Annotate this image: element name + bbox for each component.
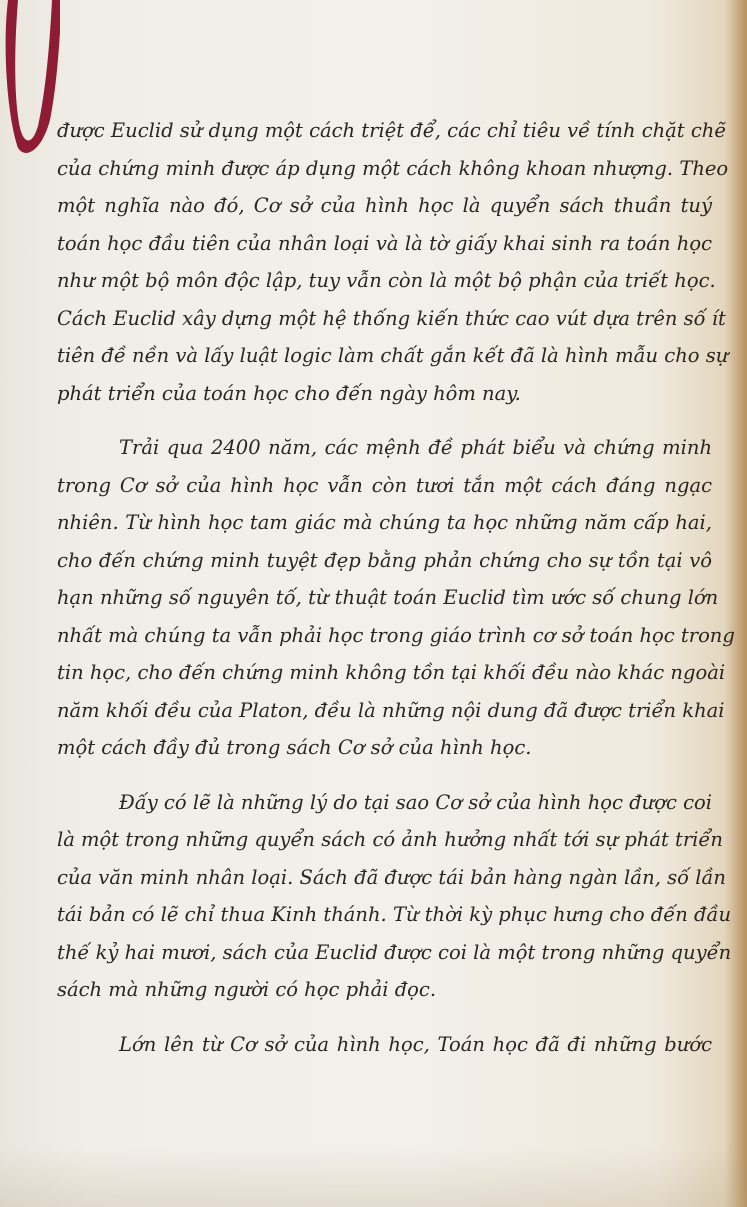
body-text	[57, 112, 735, 1063]
paragraph-2	[57, 429, 735, 767]
text-line: tiên đề nền và lấy luật logic làm chất gắn kết đã là hình mẫu cho sự	[57, 344, 729, 367]
text-line: Trải qua 2400 năm, các mệnh đề phát biểu và chứng minh	[119, 436, 712, 459]
text-line: cho đến chứng minh tuyệt đẹp bằng phản chứng cho sự tồn tại vô	[57, 548, 712, 572]
text-line: như một bộ môn độc lập, tuy vẫn còn là một bộ phận của triết học.	[57, 269, 716, 292]
text-line: tái bản có lẽ chỉ thua Kinh thánh. Từ thời kỳ phục hưng cho đến đầu	[57, 903, 732, 926]
text-line: Cách Euclid xây dựng một hệ thống kiến thức cao vút dựa trên số ít	[57, 306, 726, 330]
text-line: của chứng minh được áp dụng một cách không khoan nhượng. Theo	[57, 156, 729, 180]
text-line: sách mà những người có học phải đọc.	[57, 978, 437, 1001]
text-line: là một trong những quyển sách có ảnh hưởng nhất tới sự phát triển	[57, 828, 723, 851]
text-line: năm khối đều của Platon, đều là những nội dung đã được triển khai	[57, 698, 725, 722]
text-line: được Euclid sử dụng một cách triệt để, các chỉ tiêu về tính chặt chẽ	[57, 119, 726, 142]
text-line: một nghĩa nào đó, Cơ sở của hình học là quyển sách thuần tuý	[57, 194, 712, 217]
paragraph-3	[57, 784, 732, 1009]
text-line: Đấy có lẽ là những lý do tại sao Cơ sở của hình học được coi	[119, 790, 712, 814]
text-line: Lớn lên từ Cơ sở của hình học, Toán học đã đi những bước	[119, 1032, 712, 1056]
text-line: toán học đầu tiên của nhân loại và là tờ giấy khai sinh ra toán học	[57, 231, 712, 255]
text-line: nhiên. Từ hình học tam giác mà chúng ta học những năm cấp hai,	[57, 511, 712, 534]
text-line: nhất mà chúng ta vẫn phải học trong giáo trình cơ sở toán học trong	[57, 623, 735, 647]
text-line: tin học, cho đến chứng minh không tồn tại khối đều nào khác ngoài	[57, 661, 726, 684]
paragraph-4	[57, 1026, 712, 1064]
text-line: phát triển của toán học cho đến ngày hôm nay.	[57, 381, 521, 405]
text-line: hạn những số nguyên tố, từ thuật toán Euclid tìm ước số chung lớn	[57, 586, 719, 609]
text-line: thế kỷ hai mươi, sách của Euclid được coi là một trong những quyển	[57, 940, 732, 964]
text-line: trong Cơ sở của hình học vẫn còn tươi tắn một cách đáng ngạc	[57, 473, 712, 497]
bookmark-ribbon	[0, 0, 60, 160]
text-line: của văn minh nhân loại. Sách đã được tái bản hàng ngàn lần, số lần	[57, 865, 726, 889]
text-line: một cách đầy đủ trong sách Cơ sở của hình học.	[57, 736, 532, 759]
paragraph-1	[57, 112, 729, 412]
